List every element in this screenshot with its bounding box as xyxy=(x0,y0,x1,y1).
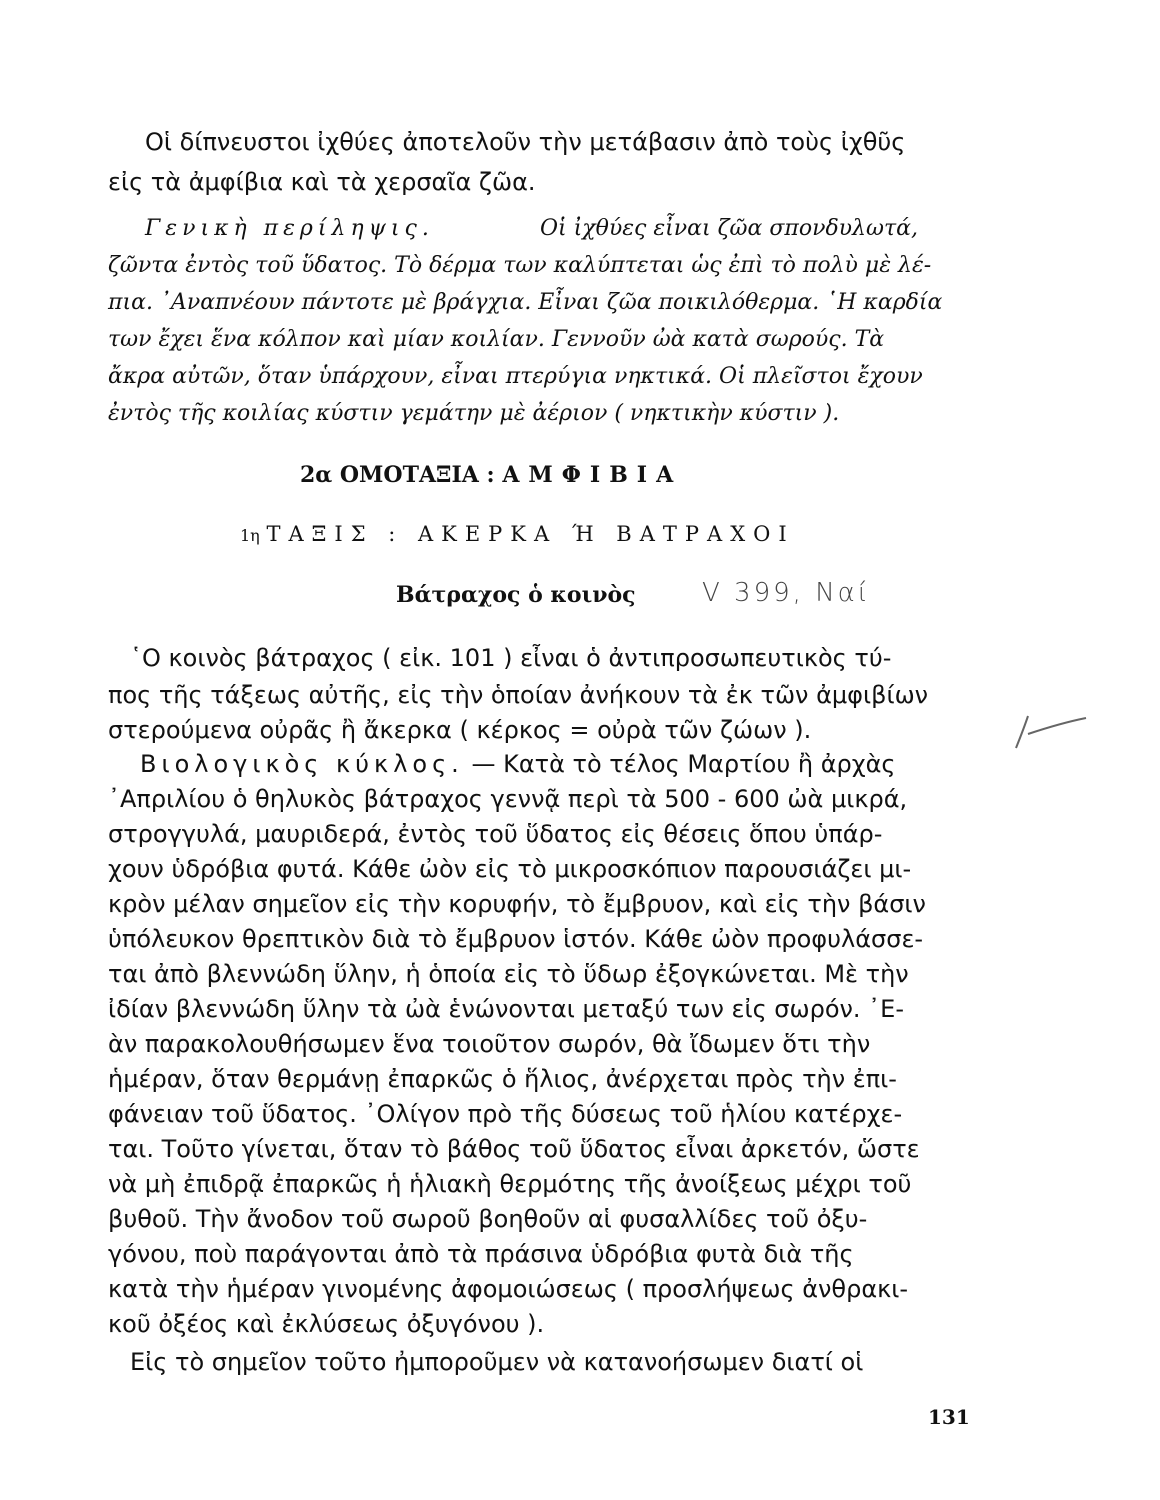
paragraph2-line: χουν ὑδρόβια φυτά. Κάθε ὠὸν εἰς τὸ μικροσκόπιον παρουσιάζει μι- xyxy=(108,855,912,883)
summary-line: Οἱ ἰχθύες εἶναι ζῶα σπονδυλωτά, xyxy=(540,216,918,241)
paragraph1-line: πος τῆς τάξεως αὐτῆς, εἰς τὴν ὁποίαν ἀνήκουν τὰ ἐκ τῶν ἀμφιβίων xyxy=(108,681,929,709)
order-heading xyxy=(240,522,795,546)
order-heading-text: ΤΑΞΙΣ : ΑΚΕΡΚΑ Ή ΒΑΤΡΑΧΟΙ xyxy=(266,522,795,546)
intro-line: εἰς τὰ ἀμφίβια καὶ τὰ χερσαῖα ζῶα. xyxy=(108,168,536,196)
summary-line: των ἔχει ἕνα κόλπον καὶ μίαν κοιλίαν. Γεννοῦν ὠὰ κατὰ σωρούς. Τὰ xyxy=(108,327,885,352)
order-heading-prefix: 1η xyxy=(240,526,260,545)
paragraph2-line: ἡμέραν, ὅταν θερμάνῃ ἐπαρκῶς ὁ ἥλιος, ἀνέρχεται πρὸς τὴν ἐπι- xyxy=(108,1065,897,1093)
summary-line: ἄκρα αὐτῶν, ὅταν ὑπάρχουν, εἶναι πτερύγια νηκτικά. Οἱ πλεῖστοι ἔχουν xyxy=(108,364,923,389)
paragraph2-line: ᾿Απριλίου ὁ θηλυκὸς βάτραχος γεννᾷ περὶ τὰ 500 - 600 ὠὰ μικρά, xyxy=(108,785,908,813)
species-title: Βάτραχος ὁ κοινὸς xyxy=(396,582,636,608)
summary-line: πια. ᾿Αναπνέουν πάντοτε μὲ βράγχια. Εἶναι ζῶα ποικιλόθερμα. ῾Η καρδία xyxy=(108,290,943,315)
paragraph2-line: ται. Τοῦτο γίνεται, ὅταν τὸ βάθος τοῦ ὕδατος εἶναι ἀρκετόν, ὥστε xyxy=(108,1135,920,1163)
paragraph1-line: ῾Ο κοινὸς βάτραχος ( εἰκ. 101 ) εἶναι ὁ ἀντιπροσωπευτικὸς τύ- xyxy=(130,644,892,672)
paragraph2-line: κατὰ τὴν ἡμέραν γινομένης ἀφομοιώσεως ( προσλήψεως ἀνθρακι- xyxy=(108,1275,909,1303)
paragraph2-line: βυθοῦ. Τὴν ἄνοδον τοῦ σωροῦ βοηθοῦν αἱ φυσαλλίδες τοῦ ὀξυ- xyxy=(108,1205,868,1233)
paragraph2-first-line xyxy=(140,750,896,778)
paragraph2-line: νὰ μὴ ἐπιδρᾷ ἐπαρκῶς ἡ ἡλιακὴ θερμότης τῆς ἀνοίξεως μέχρι τοῦ xyxy=(108,1170,912,1198)
summary-line: ἐντὸς τῆς κοιλίας κύστιν γεμάτην μὲ ἀέριον ( νηκτικὴν κύστιν ). xyxy=(108,401,840,426)
paragraph2-line: κρὸν μέλαν σημεῖον εἰς τὴν κορυφήν, τὸ ἔμβρυον, καὶ εἰς τὴν βάσιν xyxy=(108,890,926,918)
class-heading-name: ΑΜΦΙΒΙΑ xyxy=(502,462,683,488)
pencil-mark-icon xyxy=(1010,708,1090,758)
paragraph2-first-line-rest: — Κατὰ τὸ τέλος Μαρτίου ἢ ἀρχὰς xyxy=(471,750,896,778)
paragraph2-line: στρογγυλά, μαυριδερά, ἐντὸς τοῦ ὕδατος εἰς θέσεις ὅπου ὑπάρ- xyxy=(108,820,883,848)
paragraph1-line: στερούμενα οὐρᾶς ἢ ἄκερκα ( κέρκος = οὐρὰ τῶν ζώων ). xyxy=(108,716,812,744)
paragraph2-line: ὑπόλευκον θρεπτικὸν διὰ τὸ ἔμβρυον ἱστόν. Κάθε ὠὸν προφυλάσσε- xyxy=(108,925,924,953)
paragraph2-line: φάνειαν τοῦ ὕδατος. ᾿Ολίγον πρὸ τῆς δύσεως τοῦ ἡλίου κατέρχε- xyxy=(108,1100,903,1128)
handwritten-note: V 399, Ναί xyxy=(702,578,871,608)
class-heading xyxy=(300,462,682,488)
paragraph2-line: γόνου, ποὺ παράγονται ἀπὸ τὰ πράσινα ὑδρόβια φυτὰ διὰ τῆς xyxy=(108,1240,854,1268)
summary-line: ζῶντα ἐντὸς τοῦ ὕδατος. Τὸ δέρμα των καλύπτεται ὡς ἐπὶ τὸ πολὺ μὲ λέ- xyxy=(108,253,932,278)
page-number: 131 xyxy=(928,1405,970,1429)
paragraph2-line: ἰδίαν βλεννώδη ὕλην τὰ ὠὰ ἑνώνονται μεταξύ των εἰς σωρόν. ᾿Ε- xyxy=(108,995,904,1023)
paragraph2-line: ὰν παρακολουθήσωμεν ἕνα τοιοῦτον σωρόν, θὰ ἴδωμεν ὅτι τὴν xyxy=(108,1030,871,1058)
summary-label: Γενικὴ περίληψις. xyxy=(145,216,434,241)
class-heading-prefix: 2α ΟΜΟΤΑΞΙΑ : xyxy=(300,462,495,488)
paragraph3-line: Εἰς τὸ σημεῖον τοῦτο ἠμποροῦμεν νὰ κατανοήσωμεν διατί οἱ xyxy=(130,1348,864,1376)
paragraph2-line: κοῦ ὀξέος καὶ ἐκλύσεως ὀξυγόνου ). xyxy=(108,1310,545,1338)
paragraph2-label: Βιολογικὸς κύκλος. xyxy=(140,750,464,778)
paragraph2-line: ται ἀπὸ βλεννώδη ὕλην, ἡ ὁποία εἰς τὸ ὕδωρ ἐξογκώνεται. Μὲ τὴν xyxy=(108,960,909,988)
intro-line: Οἱ δίπνευστοι ἰχθύες ἀποτελοῦν τὴν μετάβασιν ἀπὸ τοὺς ἰχθῦς xyxy=(145,128,906,156)
